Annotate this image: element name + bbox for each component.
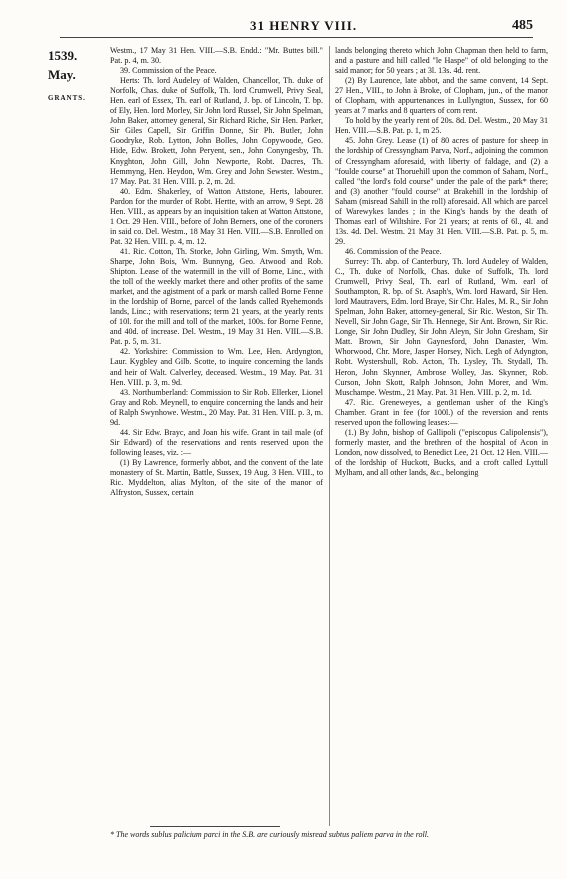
running-title: 31 HENRY VIII. xyxy=(250,18,358,33)
page-header xyxy=(0,18,567,34)
margin-year: 1539. xyxy=(48,48,78,63)
margin-month: May. xyxy=(48,67,76,82)
page-number: 485 xyxy=(512,18,533,33)
paragraph: Herts: Th. lord Audeley of Walden, Chancellor, Th. duke of Norfolk, Chas. duke of Suffolk, Th. lord Crumwell, Privy Seal, Hen. earl of Essex, Th. earl of Rutland, J. bp. of Lincoln, T. bp. of Ely, Hen. lord Morley, Sir John lord Russel, Sir John Spelman, John Baker, attorney general, Sir Richard Riche, Sir Hen. Parker, Sir Giles Capell, Sir Griffin Donne, Sir Ph. Butler, John Goodryke, Rob. Lytton, John Bolles, John Copywoode, Geo. Hide, Edw. Brokett, John Peryent, sen., John Conyngesby, Th. Knyghton, John Gill, John Newporte, Robt. Dacres, Th. Hemmyng, Hen. Heydon, Wm. Grey and John Sewster. Westm., 17 May. Pat. 31 Hen. VIII. p. 2, m. 2d. xyxy=(110,76,323,186)
paragraph: Westm., 17 May 31 Hen. VIII.—S.B. Endd.: "Mr. Buttes bill." Pat. p. 4, m. 30. xyxy=(110,46,323,66)
paragraph: Surrey: Th. abp. of Canterbury, Th. lord Audeley of Walden, C., Th. duke of Norfolk, Chas. duke of Suffolk, Th. lord Crumwell, Privy Seal, Th. earl of Rutland, Wm. earl of Southampton, R. bp. of St. Asaph's, Wm. lord Haward, Sir Hen. lord Mautravers, Edm. lord Braye, Sir Chr. Hales, M. R., Sir John Spelman, John Baker, attorney-general, Sir Ric. Weston, Sir Th. Nevell, Sir John Gage, Sir Th. Hennege, Sir Ant. Brown, Sir Ric. Longe, Sir John Dudley, Sir John Aleyn, Sir John Gresham, Sir Matt. Brown, Sir John Gaynesford, John Danaster, Wm. Whorwood, Chr. More, Jasper Horsey, Nich. Legh of Adyngton, Robt. Wystershull, Rob. Acton, Th. Lysley, Th. Stydall, Th. Heron, John Skynner, Ambrose Wolley, Jas. Skynner, Rob. Curson, John Skott, Ralph Johnson, John Morer, and Wm. Muschampe. Westm., 21 May. Pat. 31 Hen. VIII. p. 2, m. 1d. xyxy=(335,256,548,397)
column-divider xyxy=(329,46,330,826)
paragraph: (1.) By John, bishop of Gallipoli ("episcopus Calipolensis"), formerly master, and the brethren of the hospital of Acon in London, now dissolved, to Benedict Lee, 21 Oct. 12 Hen. VIII.—of the lordship of Huckott, Bucks, and a croft called Lyttull Mylham, and all other lands, &c., belonging xyxy=(335,427,548,477)
entry: 43. Northumberland: Commission to Sir Rob. Ellerker, Lionel Gray and Rob. Meynell, to enquire concerning the lands and heir of Ralph Swynhowe. Westm., 20 May. Pat. 31 Hen. VIII. p. 3, m. 9d. xyxy=(110,387,323,427)
margin-section: GRANTS. xyxy=(48,94,86,102)
paragraph: (2) By Laurence, late abbot, and the same convent, 14 Sept. 27 Hen., VIII., to John à Broke, of Clopham, jun., of the manor of Clopham, with appurtenances in Lullyngton, Sussex, for 60 years at 7 marks and 8 quarters of corn rent. xyxy=(335,76,548,116)
paragraph: To hold by the yearly rent of 20s. 8d. Del. Westm., 20 May 31 Hen. VIII.—S.B. Pat. p. 1, m 25. xyxy=(335,116,548,136)
entry: 42. Yorkshire: Commission to Wm. Lee, Hen. Ardyngton, Laur. Kygbley and Gilb. Scotte, to inquire concerning the lands and heir of Walt. Calverley, deceased. Westm., 19 May. Pat. 31 Hen. VIII. p. 3, m. 9d. xyxy=(110,347,323,387)
entry-heading: 39. Commission of the Peace. xyxy=(120,66,217,76)
header-rule xyxy=(60,37,533,38)
entry: 44. Sir Edw. Brayc, and Joan his wife. Grant in tail male (of Sir Edward) of the reservations and rents reserved upon the following leases, viz. :— xyxy=(110,427,323,457)
entry: 40. Edm. Shakerley, of Watton Attstone, Herts, labourer. Pardon for the murder of Robt. Hertte, with an arrow, 9 Sept. 28 Hen. VIII., as appears by an inquisition taken at Watton Attstone, 1 Oct. 29 Hen. VIII., before of John Berners, one of the coroners in said co. Del. Westm., 18 May 31 Hen. VIII.—S.B. Enrolled on Pat. 32 Hen. VIII. p. 4, m. 12. xyxy=(110,186,323,246)
footnote-rule xyxy=(150,826,280,827)
paragraph: lands belonging thereto which John Chapman then held to farm, and a pasture and hill called "le Haspe" of old belonging to the said manor; for 50 years ; at 3l. 13s. 4d. rent. xyxy=(335,46,548,76)
entry: 45. John Grey. Lease (1) of 80 acres of pasture for sheep in the lordship of Cressyngham Parva, Norf., adjoining the common of Cressyngham aforesaid, with liberty of faldage, and (2) a "foulde course" at Thoruehill upon the common of Saham, Norf., called "the lord's fold course" under the pale of the park* there; and (3) another "fould course" at Brakehill in the lordship of Saham (misread Sahill in the roll) aforesaid. All which are parcel of Warewykes landes ; in the King's hands by the death of Thomas earl of Wiltshire. For 21 years; at rents of 6l., 4l. and 13s. 4d. Del. Westm. 21 May 31 Hen. VIII.—S.B. Pat. p. 5, m. 29. xyxy=(335,136,548,246)
paragraph: (1) By Lawrence, formerly abbot, and the convent of the late monastery of St. Martin, Battle, Sussex, 19 Aug. 3 Hen. VIII., to Ric. Myddelton, alias Mylton, of the site of the manor of Alfryston, Sussex, certain xyxy=(110,457,323,498)
footnote: * The words sublus palicium parci in the S.B. are curiously misread subtus paliem parva in the roll. xyxy=(110,830,429,839)
entry-heading: 46. Commission of the Peace. xyxy=(345,246,442,256)
right-column xyxy=(335,46,548,478)
left-column xyxy=(110,46,323,498)
entry: 47. Ric. Greneweyes, a gentleman usher of the King's Chamber. Grant in fee (for 100l.) of the reversion and rents reserved upon the following leases:— xyxy=(335,397,548,427)
entry: 41. Ric. Cotton, Th. Storke, John Girling, Wm. Smyth, Wm. Sharpe, John Bois, Wm. Bunnyng, Geo. Atwood and Rob. Shipton. Lease of the watermill in the vill of Borne, Linc., with the toll of the weekly market there and other profits of the same market, and the agistment of a park or marsh called Borne Fenne in the lordship of Borne, parcel of the lands called Ryehemonds lands, Linc.; with reservations; term 21 years, at the yearly rents of 10l. for the mill and toll of the market, 100s. for Borne Fenne, and 40d. of increase. Del. Westm., 19 May 31 Hen. VIII.—S.B. Pat. p. 5, m. 31. xyxy=(110,246,323,347)
